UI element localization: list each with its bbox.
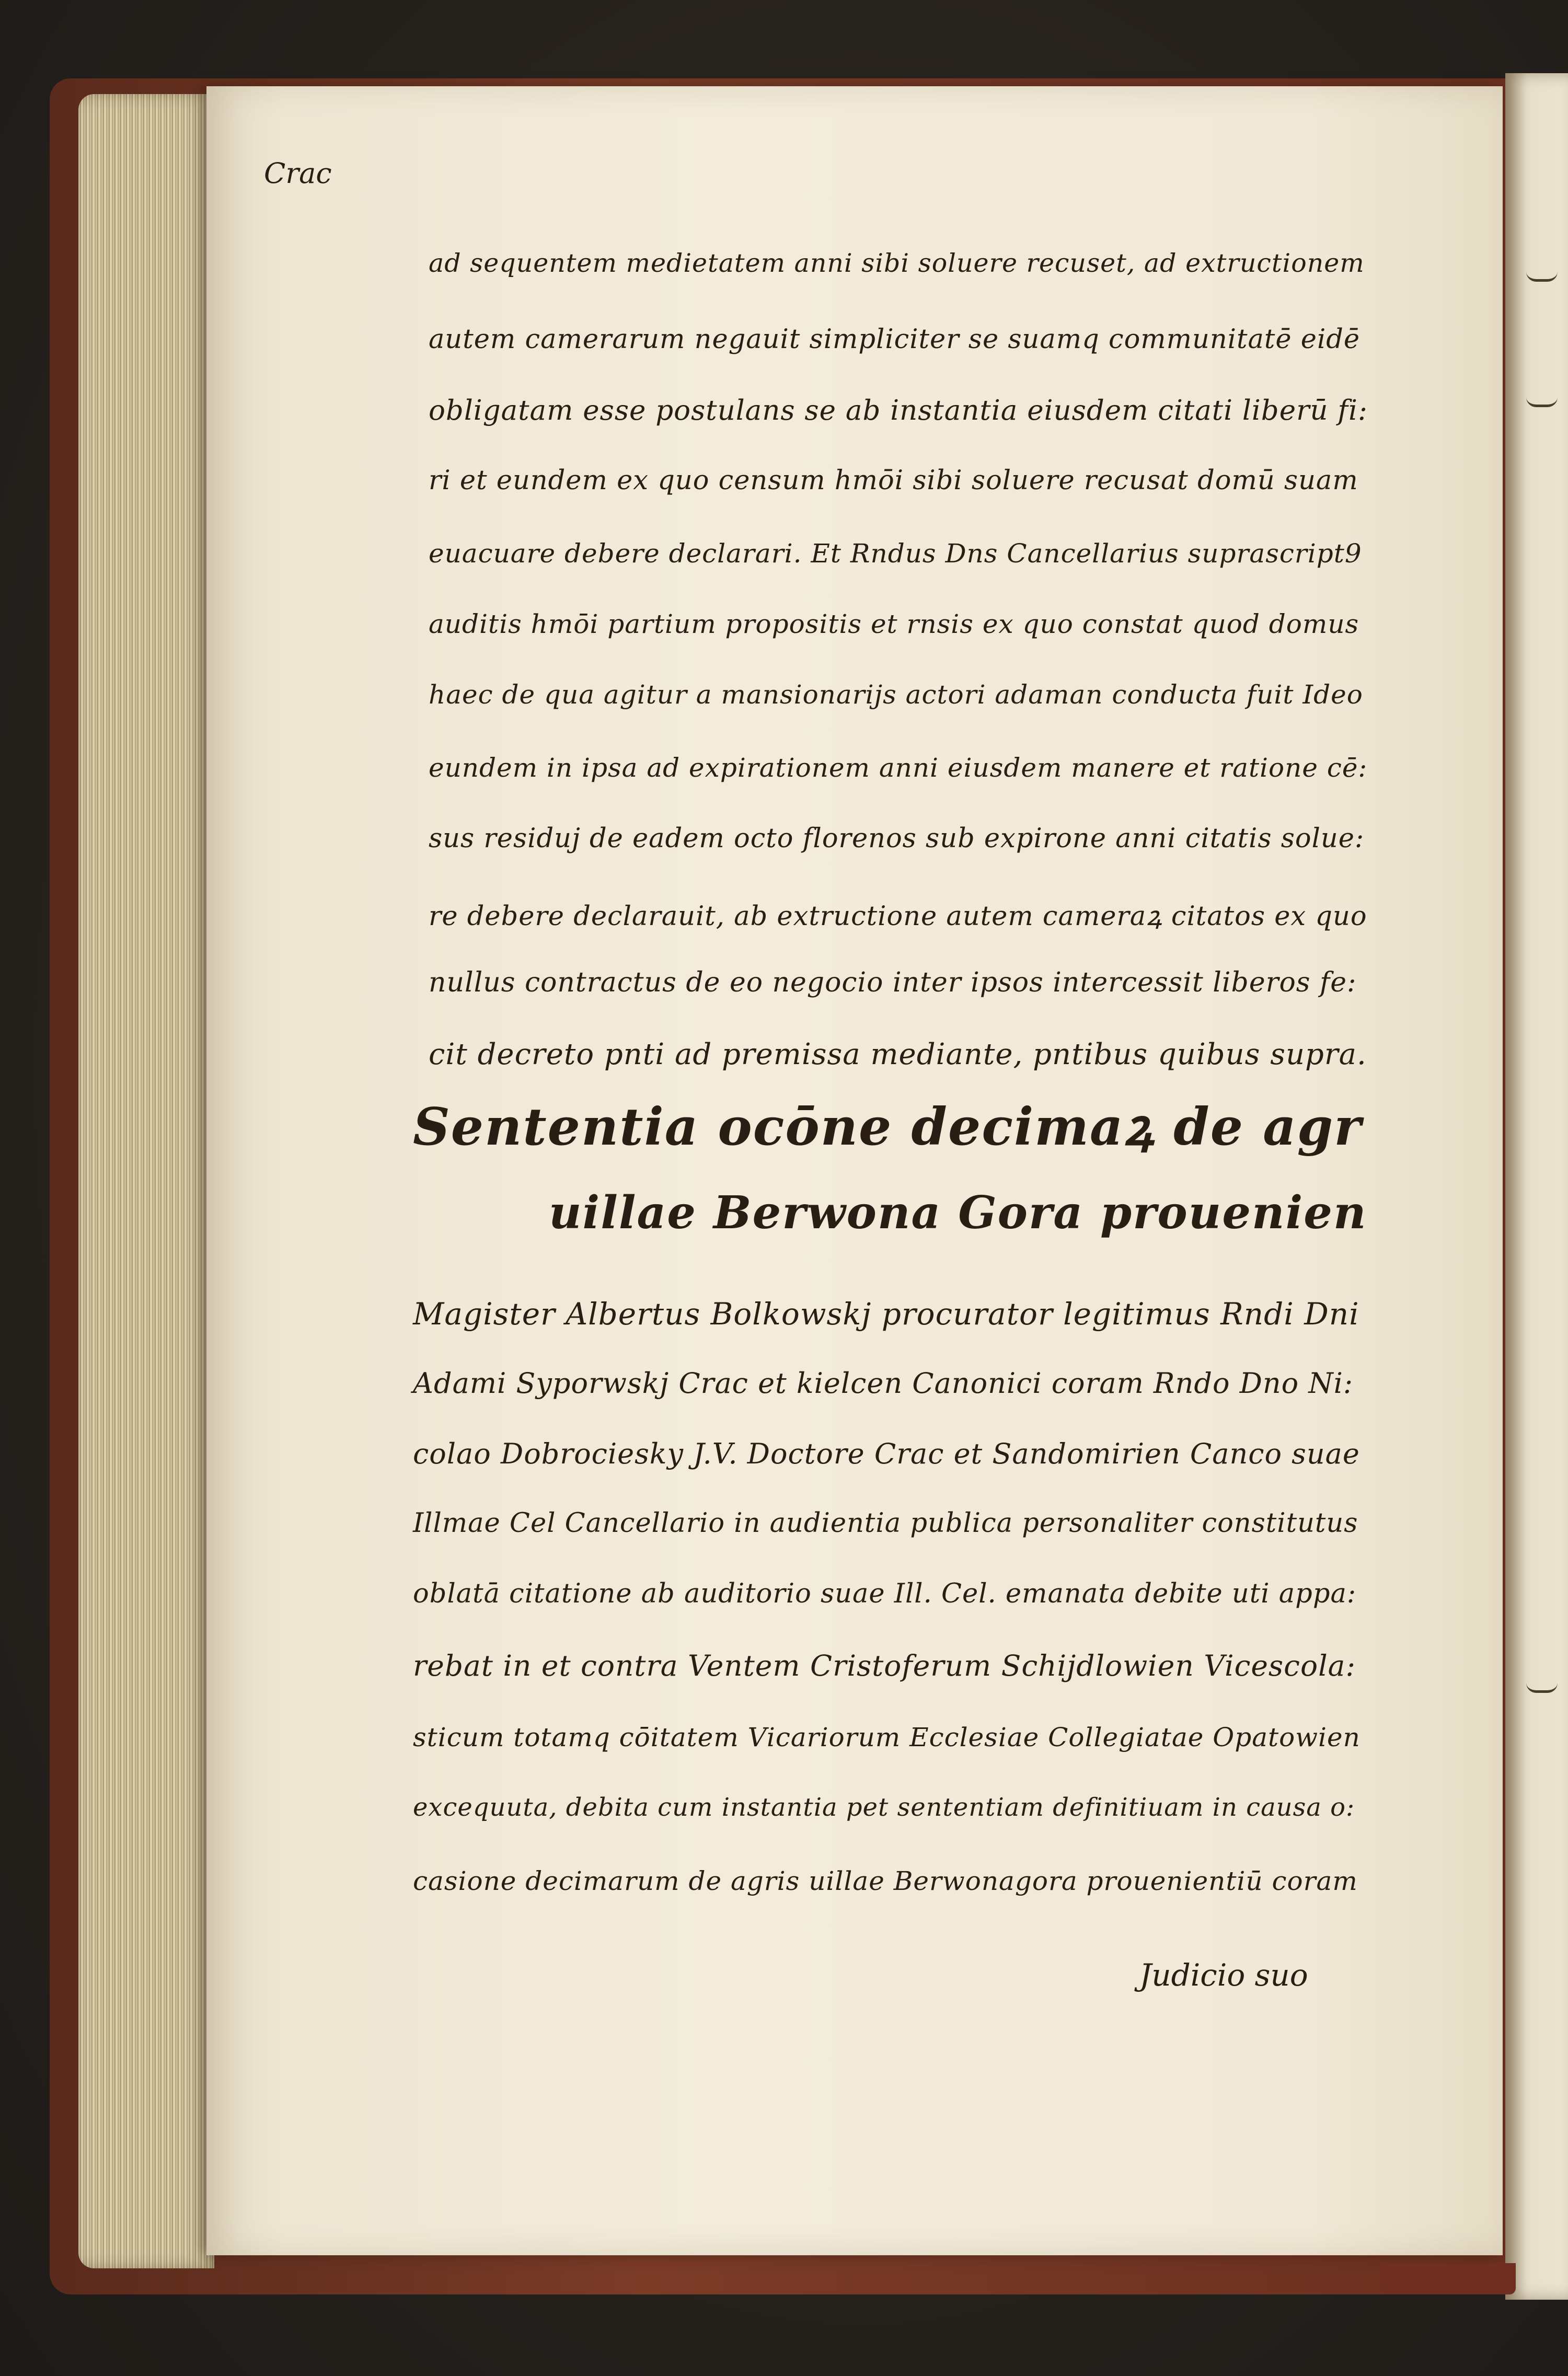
text-line: haec de qua agitur a mansionarijs actori adaman conducta fuit Ideo (429, 679, 1363, 710)
text-line: nullus contractus de eo negocio inter ipsos intercessit liberos fe: (429, 967, 1357, 998)
page-edges (78, 94, 214, 2268)
text-line: re debere declarauit, ab extructione autem cameraꝝ citatos ex quo (429, 901, 1367, 932)
text-line: rebat in et contra Ventem Cristoferum Schijdlowien Vicescola: (413, 1649, 1356, 1682)
leather-ribbon (1380, 2263, 1516, 2294)
text-line: auditis hmōi partium propositis et rnsis ex quo constat quod domus (429, 609, 1359, 639)
ink-mark (1526, 1683, 1558, 1693)
text-line: excequuta, debita cum instantia pet sententiam definitiuam in causa o: (413, 1793, 1355, 1822)
text-line: casione decimarum de agris uillae Berwonagora prouenientiū coram (413, 1866, 1358, 1896)
text-line: cit decreto pnti ad premissa mediante, pntibus quibus supra. (429, 1037, 1367, 1071)
text-line: colao Dobrociesky J.V. Doctore Crac et Sandomirien Canco suae (413, 1437, 1360, 1470)
text-line: Magister Albertus Bolkowskj procurator legitimus Rndi Dni (413, 1296, 1359, 1332)
section-heading-continued: uillae Berwona Gora prouenien (549, 1186, 1367, 1239)
text-line: Adami Syporwskj Crac et kielcen Canonici coram Rndo Dno Ni: (413, 1367, 1354, 1400)
text-line: Illmae Cel Cancellario in audientia publica personaliter constitutus (413, 1508, 1358, 1539)
ink-mark (1526, 397, 1558, 407)
text-line: eundem in ipsa ad expirationem anni eiusdem manere et ratione cē: (429, 753, 1368, 783)
text-line: sticum totamq cōitatem Vicariorum Ecclesiae Collegiatae Opatowien (413, 1722, 1361, 1752)
catchword: Judicio suo (1139, 1957, 1308, 1993)
facing-page-edge (1505, 73, 1568, 2300)
text-line: sus residuj de eadem octo florenos sub expirone anni citatis solue: (429, 823, 1365, 854)
text-line: autem camerarum negauit simpliciter se suamq communitatē eidē (429, 324, 1361, 355)
text-line: ri et eundem ex quo censum hmōi sibi soluere recusat domū suam (429, 465, 1358, 496)
text-line: ad sequentem medietatem anni sibi soluere recuset, ad extructionem (429, 248, 1365, 278)
text-line: obligatam esse postulans se ab instantia eiusdem citati liberū fi: (429, 395, 1368, 426)
text-line: oblatā citatione ab auditorio suae Ill. Cel. emanata debite uti appa: (413, 1578, 1357, 1609)
ink-mark (1526, 272, 1558, 282)
section-heading: Sententia ocōne decimaꝝ de agr (413, 1097, 1362, 1157)
text-line: euacuare debere declarari. Et Rndus Dns Cancellarius suprascript9 (429, 538, 1362, 569)
corner-mark: Crac (264, 157, 332, 190)
